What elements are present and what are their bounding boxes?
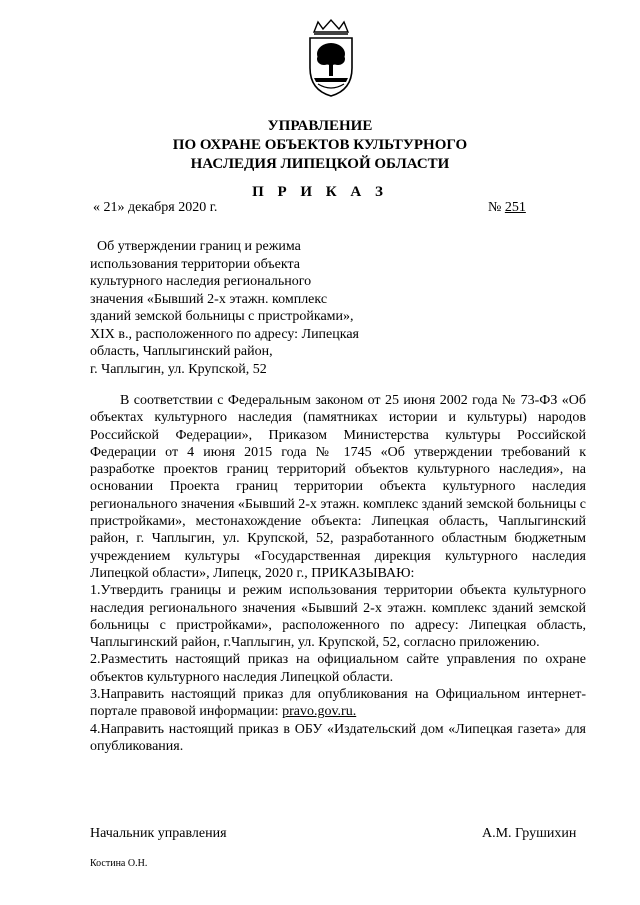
signatory-name: А.М. Грушихин	[482, 826, 577, 841]
order-item-3-text: 3.Направить настоящий приказ для опубликования на Официальном интернет-портале правовой информации:	[90, 687, 586, 720]
subject-line: Об утверждении границ и режима	[90, 239, 301, 254]
subject-line: г. Чаплыгин, ул. Крупской, 52	[90, 361, 267, 377]
header-line-1: УПРАВЛЕНИЕ	[267, 118, 373, 134]
subject-line: использования территории объекта	[90, 256, 300, 272]
subject-line: область, Чаплыгинский район,	[90, 344, 273, 359]
subject-line: культурного наследия регионального	[90, 274, 312, 289]
order-subject	[90, 238, 410, 378]
order-number-value: 251	[504, 200, 526, 215]
order-number-prefix: №	[488, 200, 505, 215]
order-number	[488, 200, 526, 216]
order-item-1: 1.Утвердить границы и режим использования территории объекта культурного наследия регионального значения «Бывший 2-х этажн. комплекс зданий земской больницы с пристройками», расположенного по адресу: Липецкая область, Чаплыгинский район, г.Чаплыгин, ул. Крупской, 52, согласно приложению.	[90, 583, 586, 651]
order-body	[90, 392, 586, 755]
institution-header	[0, 117, 640, 174]
lipetsk-coat-of-arms-icon	[300, 18, 362, 98]
subject-line: XIX в., расположенного по адресу: Липецкая	[90, 326, 360, 342]
header-line-3: НАСЛЕДИЯ ЛИПЕЦКОЙ ОБЛАСТИ	[190, 156, 450, 172]
preamble-paragraph: В соответствии с Федеральным законом от 25 июня 2002 года № 73-ФЗ «Об объектах культурного наследия (памятниках истории и культуры) народов Российской Федерации», Приказом Министерства культуры Российской Федерации от 4 июня 2015 года № 1745 «Об утверждении требований к разработке проектов границ территорий объектов культурного наследия», на основании Проекта границ территории объекта культурного наследия регионального значения «Бывший 2-х этажн. комплекс зданий земской больницы с пристройками», местонахождение объекта: Липецкая область, Чаплыгинский район, г. Чаплыгин, ул. Крупской, 52, разработанного областным бюджетным учреждением культуры «Государственная дирекция культурного наследия Липецкой области», Липецк, 2020 г., ПРИКАЗЫВАЮ:	[90, 393, 586, 581]
order-item-3	[90, 686, 586, 721]
pravo-gov-link[interactable]: pravo.gov.ru.	[282, 704, 357, 720]
executor-name: Костина О.Н.	[90, 858, 148, 869]
order-date: « 21» декабря 2020 г.	[93, 200, 218, 215]
subject-line: зданий земской больницы с пристройками»,	[90, 309, 354, 324]
order-title: П Р И К А З	[252, 184, 388, 200]
order-item-2: 2.Разместить настоящий приказ на официальном сайте управления по охране объектов культурного наследия Липецкой области.	[90, 652, 586, 685]
order-item-4: 4.Направить настоящий приказ в ОБУ «Издательский дом «Липецкая газета» для опубликования.	[90, 721, 586, 754]
signatory-position: Начальник управления	[90, 826, 227, 841]
subject-line: значения «Бывший 2-х этажн. комплекс	[90, 291, 328, 307]
header-line-2: ПО ОХРАНЕ ОБЪЕКТОВ КУЛЬТУРНОГО	[172, 137, 468, 153]
